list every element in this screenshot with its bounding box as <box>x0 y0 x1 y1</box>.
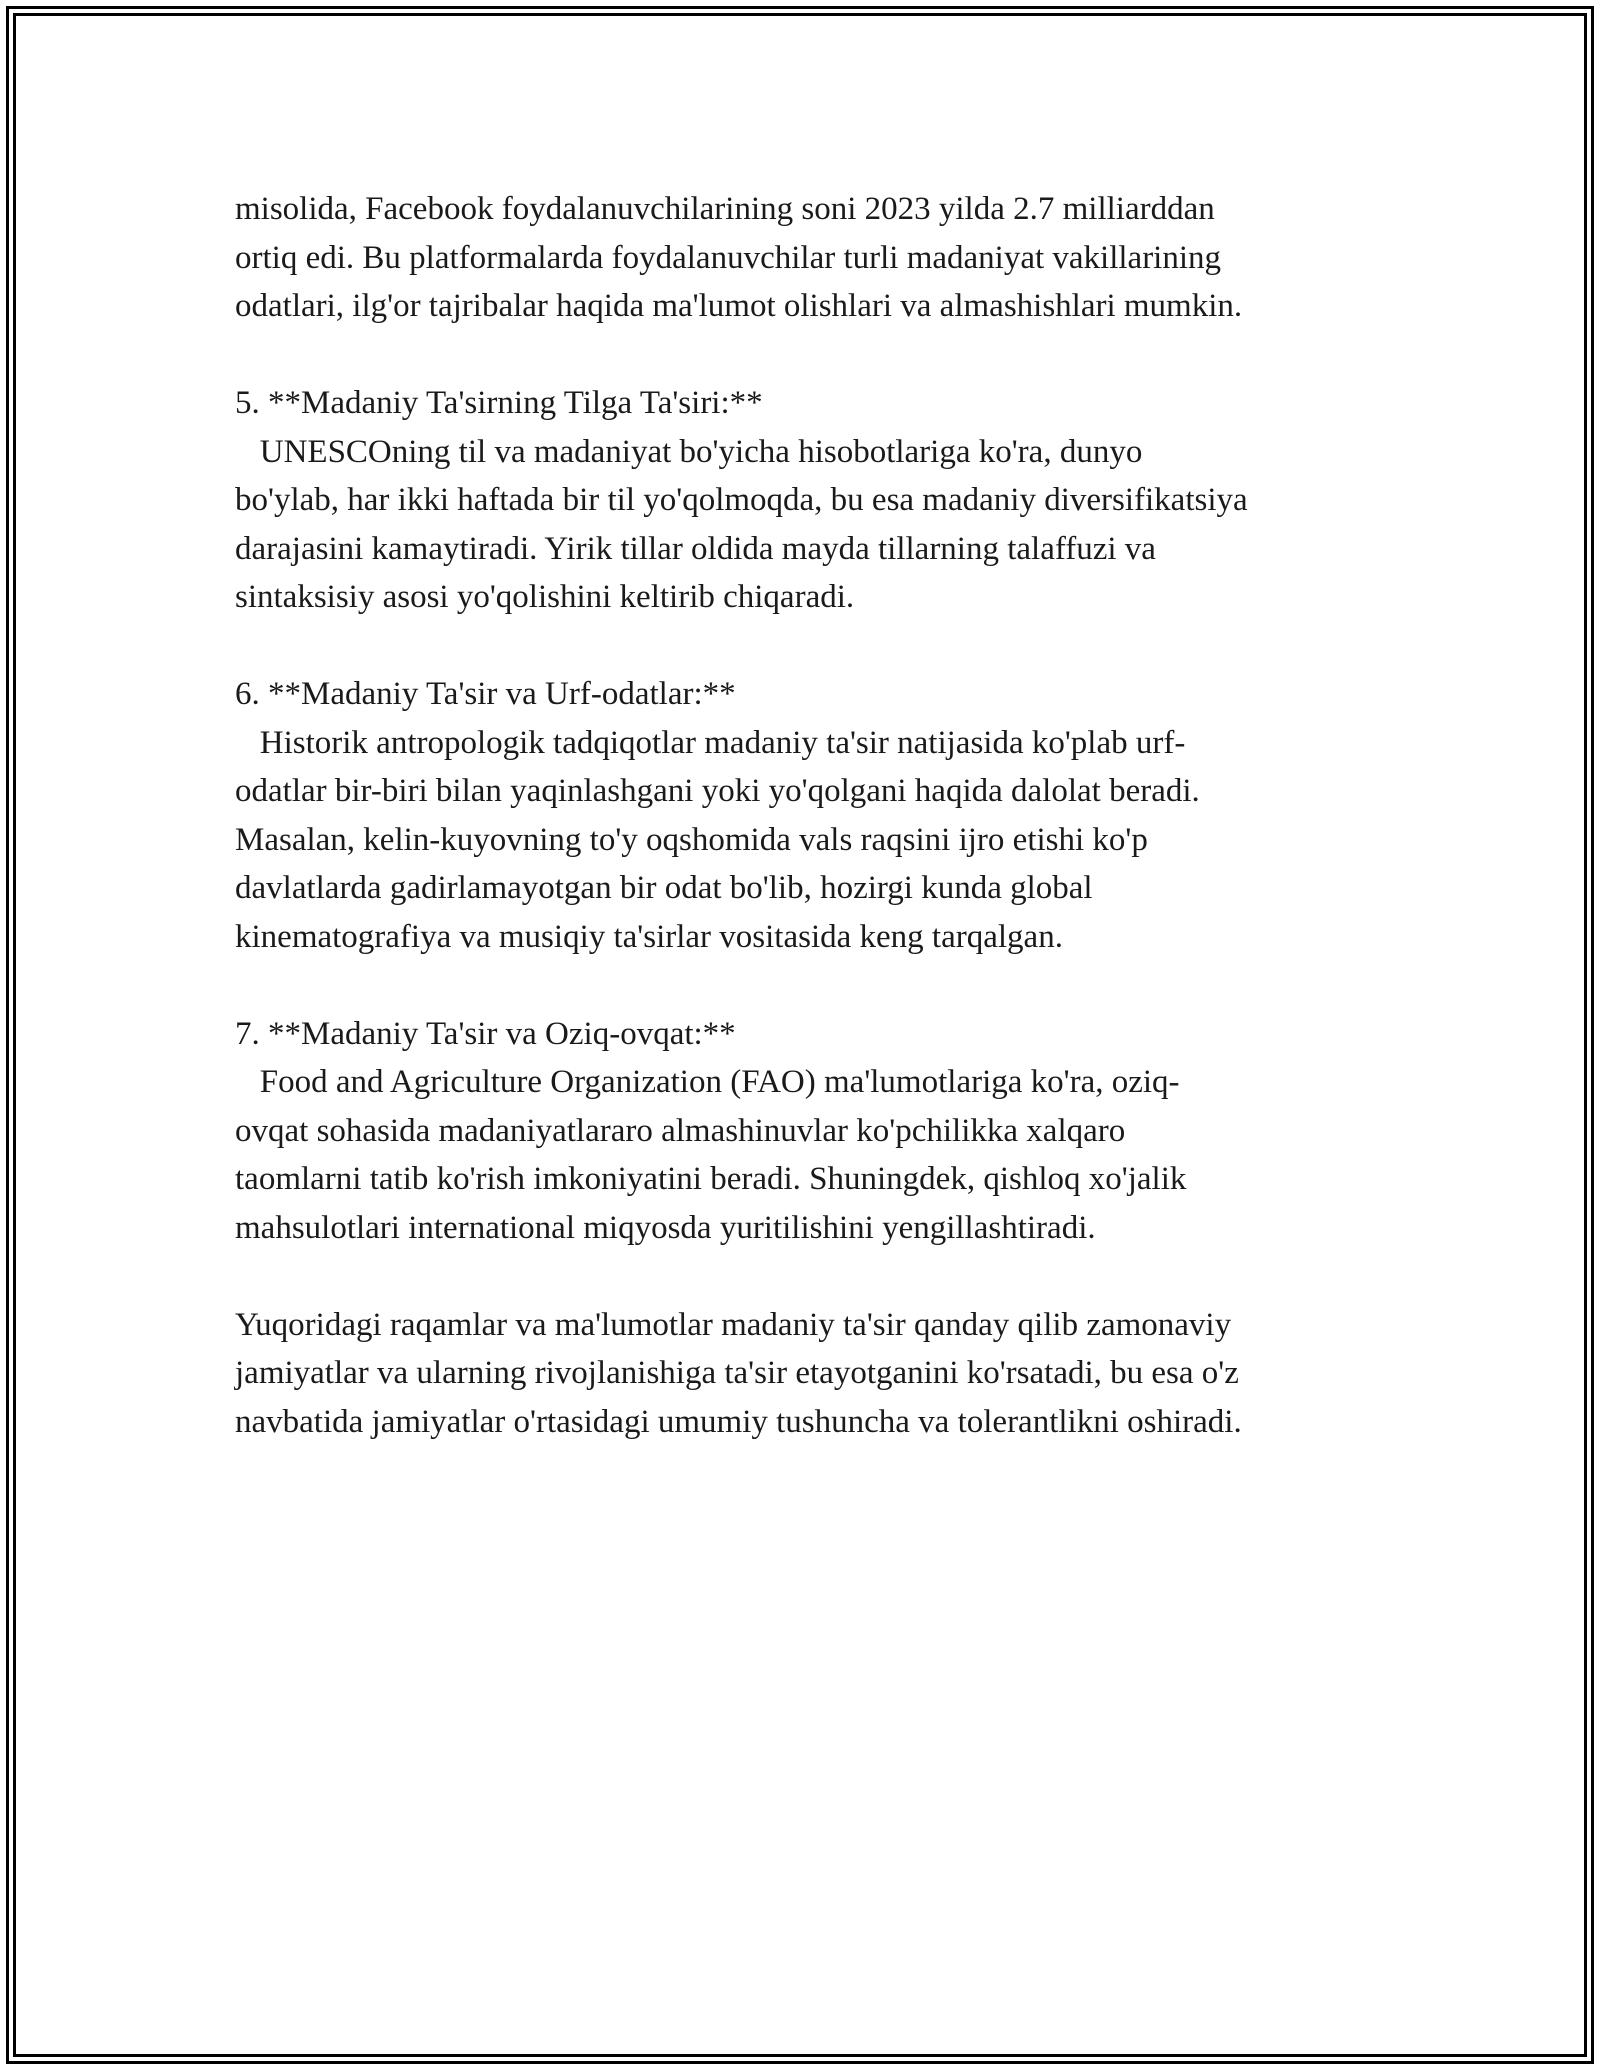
paragraph-facebook-usage <box>235 185 1395 331</box>
text-line: sintaksisiy asosi yo'qolishini keltirib chiqaradi. <box>235 579 855 615</box>
text-line: Masalan, kelin-kuyovning to'y oqshomida vals raqsini ijro etishi ko'p <box>235 821 1148 858</box>
text-line: jamiyatlar va ularning rivojlanishiga ta'sir etayotganini ko'rsatadi, bu esa o'z <box>235 1355 1239 1391</box>
paragraph-spacer <box>235 622 1395 671</box>
text-line: Historik antropologik tadqiqotlar madaniy ta'sir natijasida ko'plab urf- <box>235 724 1186 761</box>
section-6-customs <box>235 670 1395 961</box>
text-line: ortiq edi. Bu platformalarda foydalanuvchilar turli madaniyat vakillarining <box>235 239 1222 276</box>
text-line: navbatida jamiyatlar o'rtasidagi umumiy tushuncha va tolerantlikni oshiradi. <box>235 1403 1242 1440</box>
section-5-language-impact <box>235 379 1395 622</box>
text-line: Food and Agriculture Organization (FAO) ma'lumotlariga ko'ra, oziq- <box>235 1064 1180 1100</box>
paragraph-conclusion <box>235 1301 1395 1447</box>
document-body <box>235 185 1395 1446</box>
text-line: bo'ylab, har ikki haftada bir til yo'qolmoqda, bu esa madaniy diversifikatsiya <box>235 482 1248 518</box>
text-line: odatlari, ilg'or tajribalar haqida ma'lumot olishlari va almashishlari mumkin. <box>235 288 1243 324</box>
section-7-food <box>235 1010 1395 1253</box>
text-line: ovqat sohasida madaniyatlararo almashinuvlar ko'pchilikka xalqaro <box>235 1112 1126 1149</box>
text-line: darajasini kamaytiradi. Yirik tillar oldida mayda tillarning talaffuzi va <box>235 530 1156 567</box>
text-line: taomlarni tatib ko'rish imkoniyatini beradi. Shuningdek, qishloq xo'jalik <box>235 1161 1187 1197</box>
text-line: UNESCOning til va madaniyat bo'yicha hisobotlariga ko'ra, dunyo <box>235 433 1143 470</box>
text-line: Yuqoridagi raqamlar va ma'lumotlar madaniy ta'sir qanday qilib zamonaviy <box>235 1306 1232 1343</box>
text-line: odatlar bir-biri bilan yaqinlashgani yoki yo'qolgani haqida dalolat beradi. <box>235 773 1200 809</box>
text-line: davlatlarda gadirlamayotgan bir odat bo'lib, hozirgi kunda global <box>235 870 1093 906</box>
paragraph-spacer <box>235 1252 1395 1301</box>
section-heading: 5. **Madaniy Ta'sirning Tilga Ta'siri:** <box>235 385 763 421</box>
section-heading: 6. **Madaniy Ta'sir va Urf-odatlar:** <box>235 676 736 712</box>
paragraph-spacer <box>235 961 1395 1010</box>
paragraph-spacer <box>235 331 1395 380</box>
text-line: kinematografiya va musiqiy ta'sirlar vositasida keng tarqalgan. <box>235 918 1063 955</box>
text-line: mahsulotlari international miqyosda yuritilishini yengillashtiradi. <box>235 1209 1096 1246</box>
text-line: misolida, Facebook foydalanuvchilarining soni 2023 yilda 2.7 milliarddan <box>235 191 1215 227</box>
section-heading: 7. **Madaniy Ta'sir va Oziq-ovqat:** <box>235 1015 736 1052</box>
